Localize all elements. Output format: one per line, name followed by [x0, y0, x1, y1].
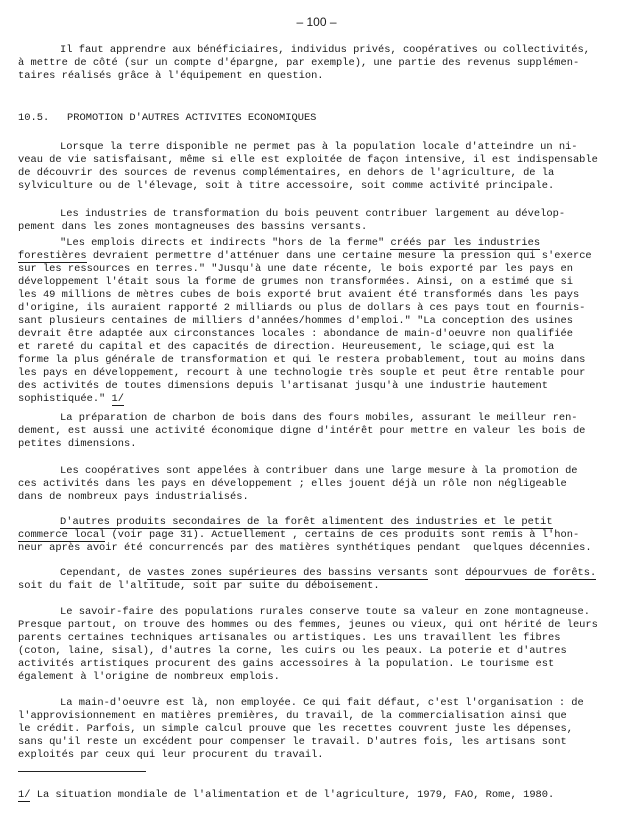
text-line: forme la plus générale de transformation et qui le restera probablement, tout au moins dans — [18, 354, 586, 366]
text-line: Lorsque la terre disponible ne permet pas à la population locale d'atteindre un ni- — [60, 141, 578, 153]
text-line: Les industries de transformation du bois peuvent contribuer largement au dévelop- — [60, 208, 566, 220]
section-heading: PROMOTION D'AUTRES ACTIVITES ECONOMIQUES — [67, 112, 317, 124]
text-segment: (voir page 31). Actuellement , certains de ces produits sont remis à l'hon- — [105, 529, 580, 541]
text-line: les pays en développement, recourt à une technologie très souple et peut être rentable pour — [18, 367, 586, 379]
underlined-text: D'autres produits secondaires de la forêt alimentent des industries et le petit — [60, 516, 553, 528]
footnote-marker: 1/ — [18, 789, 31, 801]
footnote — [18, 789, 554, 802]
text-line: dement, est aussi une activité économique digne d'intérêt pour mettre en valeur les bois de — [18, 425, 586, 437]
text-line: sylviculture ou de l'élevage, soit à titre accessoire, soit comme activité principale. — [18, 180, 555, 192]
underlined-text: 1/ — [111, 393, 125, 405]
text-line: et rareté du capital et des capacités de direction. Heureusement, le sciage,qui est la — [18, 341, 555, 353]
text-line — [18, 393, 124, 406]
text-line: également à l'origine de nombreux emplois. — [18, 671, 280, 683]
text-segment: sophistiquée." — [18, 393, 112, 405]
underlined-text: créés par les industries — [390, 237, 541, 249]
page-number: – 100 – — [296, 15, 337, 29]
text-line — [18, 529, 579, 542]
text-line: l'approvisionnement en matières premières, du travail, de la commercialisation ainsi que — [18, 710, 567, 722]
text-line: pement dans les zones montagneuses des bassins versants. — [18, 221, 368, 233]
text-line: neur après avoir été concurrencés par des matières synthétiques pendant quelques décennies. — [18, 542, 592, 554]
text-line — [60, 237, 540, 250]
text-line: des activités de toutes dimensions depuis l'artisanat jusqu'à une industrie hautement — [18, 380, 549, 392]
text-line: les 49 millions de mètres cubes de bois exporté brut avaient été transformés dans les pays — [18, 289, 580, 301]
text-line: devrait être adaptée aux circonstances locales : abondance de main-d'oeuvre non qualifiée — [18, 328, 573, 340]
section-number: 10.5. — [18, 112, 50, 124]
text-line — [60, 567, 596, 580]
text-line: à mettre de côté (sur un compte d'épargne, par exemple), une partie des revenus supplémen- — [18, 57, 580, 69]
text-segment: "Les emplois directs et indirects "hors de la ferme" — [60, 237, 391, 249]
text-line: parents certaines techniques artisanales ou artistiques. Les uns travaillent les fibres — [18, 632, 561, 644]
text-line — [60, 516, 553, 529]
text-line — [18, 250, 592, 263]
underlined-text: vastes zones supérieures des bassins versants — [147, 567, 428, 579]
text-line: exploités par ceux qui leur procurent du travail. — [18, 749, 324, 761]
text-segment: devraient permettre d'atténuer dans une certaine mesure la pression qui s'exerce — [86, 250, 592, 262]
text-line: de découvrir des sources de revenus complémentaires, en dehors de l'agriculture, de la — [18, 167, 555, 179]
text-segment: Cependant, de — [60, 567, 148, 579]
text-line: développement l'était sous la forme de grumes non transformées. Ainsi, on a estimé que si — [18, 276, 573, 288]
text-line: sur les ressources en terres." "Jusqu'à une date récente, le bois exporté par les pays en — [18, 263, 573, 275]
text-line: d'origine, ils auraient rapporté 2 milliards ou plus de dollars à ces pays tout en fournis- — [18, 302, 586, 314]
text-line: petites dimensions. — [18, 438, 137, 450]
underlined-text: dépourvues de forêts. — [465, 567, 597, 579]
text-line: La main-d'oeuvre est là, non employée. Ce qui fait défaut, c'est l'organisation : de — [60, 697, 584, 709]
footnote-text: La situation mondiale de l'alimentation et de l'agriculture, 1979, FAO, Rome, 1980. — [30, 789, 555, 801]
text-line: sant plusieurs centaines de milliers d'années/hommes d'emploi." "La conception des usines — [18, 315, 573, 327]
text-line: le crédit. Parfois, un simple calcul prouve que les recettes couvrent juste les dépenses, — [18, 723, 573, 735]
text-line: ces activités dans les pays en développement ; elles jouent déjà un rôle non négligeable — [18, 478, 567, 490]
text-line: activités artistiques procurent des gains accessoires à la population. Le tourisme est — [18, 658, 555, 670]
underlined-text: forestières — [18, 250, 87, 262]
text-line: dans de nombreux pays industrialisés. — [18, 491, 249, 503]
footnote-divider — [18, 771, 146, 772]
text-segment: sont — [427, 567, 466, 579]
underlined-text: commerce local — [18, 529, 106, 541]
text-line: sans qu'il reste un excédent pour compenser le travail. D'autres fois, les artisans sont — [18, 736, 567, 748]
text-line: Le savoir-faire des populations rurales conserve toute sa valeur en zone montagneuse. — [60, 606, 591, 618]
text-line: Les coopératives sont appelées à contribuer dans une large mesure à la promotion de — [60, 465, 578, 477]
text-line: soit du fait de l'altitude, soit par suite du déboisement. — [18, 580, 380, 592]
text-line: Il faut apprendre aux bénéficiaires, individus privés, coopératives ou collectivités, — [60, 44, 591, 56]
text-line: Presque partout, on trouve des hommes ou des femmes, jeunes ou vieux, qui ont hérité de leurs — [18, 619, 598, 631]
text-line: La préparation de charbon de bois dans des fours mobiles, assurant le meilleur ren- — [60, 412, 578, 424]
text-line: (coton, laine, sisal), d'autres la corne, les cuirs ou les peaux. La poterie et d'autres — [18, 645, 567, 657]
text-line: taires réalisés grâce à l'équipement en question. — [18, 70, 324, 82]
text-line: veau de vie satisfaisant, même si elle est exploitée de façon intensive, il est indispensable — [18, 154, 598, 166]
